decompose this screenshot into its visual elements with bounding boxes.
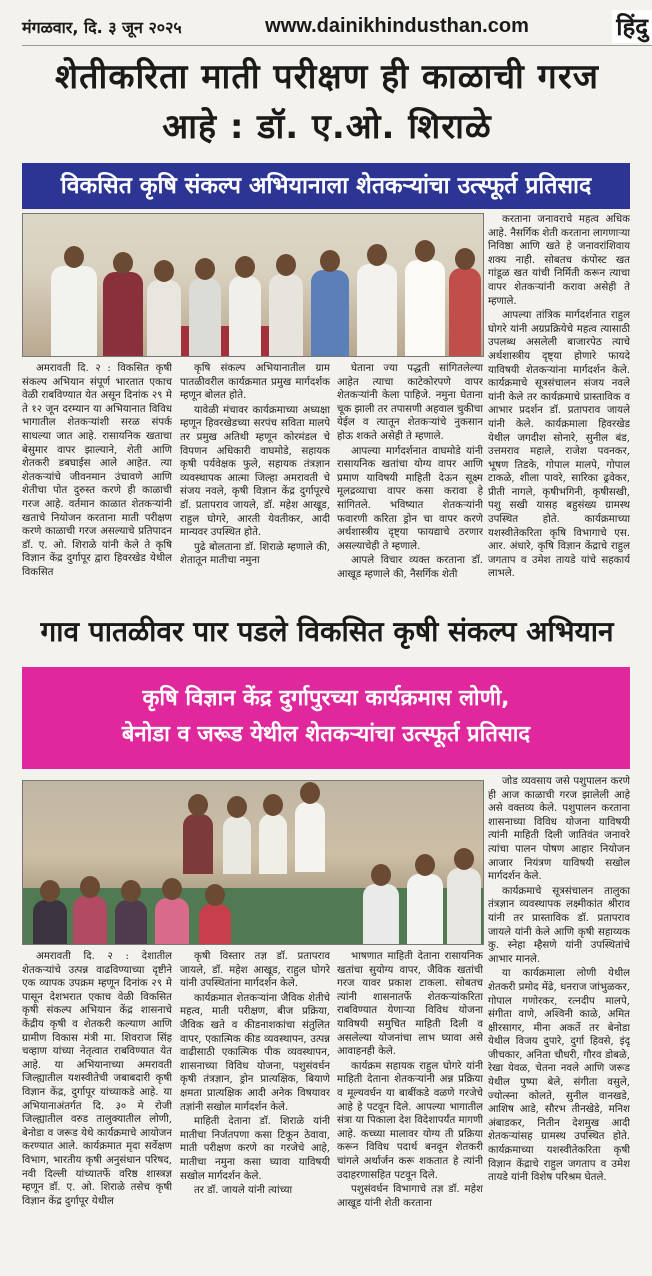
story2-column-1: अमरावती दि. २ : देशातील शेतकऱ्यांचे उत्पन्न वाढविण्याच्या दृष्टीने एक व्यापक उपक्रम म्हणून दिनांक २९ मे पासून देशभरात एकाच वेळी विकसित कृषी संकल्प अभियान केंद्र शासनाचे केंद्रीय कृषी व शेतकरी कल्याण आणि ग्रामीण विकास मंत्री मा. शिवराज सिंह चव्हाण यांच्या नेतृत्वात राबविण्यात येत आहे. या अभियानाच्या अमरावती जिल्ह्यातील यशस्वीतेची जबाबदारी कृषी विज्ञान केंद्र, दुर्गापूर यांच्याकडे आहे. या अभियानाअंतर्गत दि. ३० मे रोजी जिल्ह्यातील वरुड तालुक्यातील लोणी, बेनोडा व जरूड येथे कार्यक्रमाचे आयोजन करण्यात आले. कार्यक्रमात मृदा सर्वेक्षण विभाग, भारतीय कृषी अनुसंधान परिषद, नवी दिल्ली यांच्यातर्फे वरिष्ठ शास्त्रज्ञ म्हणून डॉ. ए. ओ. शिराळे तसेच कृषी विज्ञान केंद्र दुर्गापूर येथील <box>22 951 172 1207</box>
masthead-bar <box>22 8 652 46</box>
issue-date: मंगळवार, दि. ३ जून २०२५ <box>22 17 182 37</box>
story1-column-1: अमरावती दि. २ : विकसित कृषी संकल्प अभियान संपूर्ण भारतात एकाच वेळी राबविण्यात येत असून दिनांक २९ मे ते १२ जून दरम्यान या अभियानात विविध भागातील शेतकऱ्यांशी सरळ संपर्क साधल्या जात आहे. रासायनिक खताचा बेसुमार वापर झाल्याने, शेती आणि शेतकरी डबघाईस आले आहेत. त्या शेतकऱ्यांचे जीवनमान उंचावणे आणि शेतीचा पोत दुरुस्त करणे ही काळाची गरज आहे. वर्तमान काळात शेतकऱ्यांनी खताचे नियोजन करताना माती परीक्षण करणे काळाची गरज असल्याचे प्रतिपादन डॉ. ए. ओ. शिराळे यांनी केले ते कृषि विज्ञान केंद्र दुर्गापूर द्वारा हिवरखेड येथील विकसित <box>22 363 172 578</box>
story1-photo <box>22 213 484 357</box>
story2-subhead-line1: कृषि विज्ञान केंद्र दुर्गापुरच्या कार्यक्रमास लोणी, <box>142 686 510 711</box>
site-url[interactable]: www.dainikhindusthan.com <box>265 15 529 37</box>
story2-column-2: कृषी विस्तार तज्ञ डॉ. प्रतापराव जायले, डॉ. महेश आखूड, राहुल घोगरे यांनी उपस्थितांना मार्गदर्शन केले. कार्यक्रमात शेतकऱ्यांना जैविक शेतीचे महत्व, माती परीक्षण, बीज प्रक्रिया, जैविक खते व कीडनाशकांचा संतुलित वापर, एकात्मिक कीड व्यवस्थापन, उत्पन्न वाढीसाठी एकात्मिक पीक व्यवस्थापन, शासनाच्या विविध योजना, पशुसंवर्धन कृषी तंत्रज्ञान, ड्रोन प्रात्यक्षिक, बियाणे क्षमता प्रात्यक्षिक आदी अनेक विषयावर तज्ञांनी सखोल मार्गदर्शन केले. माहिती देताना डॉ. शिराळे यांनी मातीचा निर्जतपणा कसा टिकून ठेवावा, माती परीक्षण करणे का गरजेचे आहे, मातीचा नमुना कसा घ्यावा याविषयी सखोल मार्गदर्शन केले. तर डॉ. जायले यांनी त्यांच्या <box>180 951 330 1197</box>
story1-headline: शेतीकरिता माती परीक्षण ही काळाची गरज आहे : डॉ. ए.ओ. शिराळे <box>55 57 599 147</box>
story2-subhead-line2: बेनोडा व जरूड येथील शेतकऱ्यांचा उत्स्फूर्त प्रतिसाद <box>121 722 531 747</box>
story2-subhead-banner <box>22 667 630 769</box>
story1-column-2: कृषि संकल्प अभियानातील ग्राम पातळीवरील कार्यक्रमात प्रमुख मार्गदर्शक म्हणून बोलत होते. यावेळी मंचावर कार्यक्रमाच्या अध्यक्षा म्हणून हिवरखेडच्या सरपंच सविता मालपे तर प्रमुख अतिथी म्हणून कोरमंडल चे विपणन अधिकारी वाघमोडे, सहायक कृषी पर्यवेक्षक फुले, सहायक तंत्रज्ञान व्यवस्थापक आत्मा जिल्हा अमरावती चे संजय नवले, कृषी विज्ञान केंद्र दुर्गापूरचे डॉ. प्रतापराव जायले, डॉ. महेश आखूड, राहुल घोगरे, आरती येवतीकर, आदी मान्यवर उपस्थित होते. पुढे बोलताना डॉ. शिराळे म्हणाले की, शेतातून मातीचा नमुना <box>180 363 330 567</box>
story1-column-3: घेताना ज्या पद्धती सांगितलेल्या आहेत त्याचा काटेकोरपणे वापर शेतकऱ्यांनी केला पाहिजे. नमुना घेताना चूक झाली तर तपासणी अहवाल चुकीचा येईल व त्यातून शेतकऱ्यांचे नुकसान होऊ शकते असेही ते म्हणाले. आपल्या मार्गदर्शनात वाघमोडे यांनी रासायनिक खतांचा योग्य वापर आणि प्रमाण याविषयी माहिती देऊन सूक्ष्म मूलद्रव्याचा वापर कसा करावा हे सांगितले. भविष्यात शेतकऱ्यांनी फवारणी करिता ड्रोन चा वापर करणे अर्थशास्त्रीय दृष्ट्या फायद्याचे ठरणार असल्याचेही ते म्हणाले. आपले विचार व्यक्त करताना डॉ. आखूड म्हणाले की, नैसर्गिक शेती <box>337 363 483 580</box>
story2-photo <box>22 780 484 945</box>
newspaper-logo: हिंदु <box>612 10 652 43</box>
story2-column-right: जोड व्यवसाय जसे पशुपालन करणे ही आज काळाची गरज झालेली आहे असे वक्तव्य केले. पशुपालन करताना शासनाच्या विविध योजना याविषयी त्यांनी माहिती दिली जातिवंत जनावरे त्यांचा पालन पोषण आहार नियोजन आजार नियंत्रण याविषयी सखोल मार्गदर्शन केले. कार्यक्रमाचे सूत्रसंचालन तालुका तंत्रज्ञान व्यवस्थापक लक्ष्मीकांत श्रीराव यांनी तर प्रास्ताविक डॉ. प्रतापराव जायले यांनी केले आणि कृषी सहाय्यक कु. स्नेहा म्हैसणे यांनी उपस्थितांचे आभार मानले. या कार्यक्रमाला लोणी येथील शेतकरी प्रमोद मेंढे, धनराज जांभुळकर, गोपाल गणोरकर, रत्नदीप मालपे, संगीता वाणे, अश्विनी काळे, अमित क्षीरसागर, मीना अकर्ते तर बेनोडा येथील विजय दुपारे, दुर्गा हिवसे, इंदू जीचकार, अनिता चौधरी, गौरव डोबळे, रेखा येवळ, चेतना नवले आणि जरूड येथील पुष्पा बेले, संगीता वसुले, ज्योत्स्ना कोलते, सुनील वानखडे, आशिष आडे, सौरभ तीनखेडे, मनिश अंबाडकर, नितीन देशमुख आदी शेतकऱ्यांसह ग्रामस्थ उपस्थित होते. कार्यक्रमाच्या यशस्वीतेकरिता कृषी विज्ञान केंद्राचे राहुल जगताप व उमेश तायडे यांनी विशेष परिश्रम घेतले. <box>488 776 630 1184</box>
story2-column-3: भाषणात माहिती देताना रासायनिक खतांचा सुयोग्य वापर, जैविक खतांची गरज यावर प्रकाश टाकला. सोबतच त्यांनी शासनातर्फे शेतकऱ्यांकरिता राबविण्यात येणाऱ्या विविध योजना याविषयी समुचित माहिती दिली व असलेल्या योजनांचा लाभ घ्यावा असे आवाहनही केले. कार्यक्रम सहायक राहुल घोगरे यांनी माहिती देताना शेतकऱ्यांनी अन्न प्रक्रिया व मूल्यवर्धन या बाबींकडे वळणे गरजेचे आहे हे पटवून दिले. आपल्या भागातील संत्रा या पिकाला देश विदेशापर्यंत मागणी आहे. कच्च्या मालावर योग्य ती प्रक्रिया करून विविध पदार्थ बनवून शेतकरी चांगले अर्थार्जन करू शकतात हे त्यांनी उदाहरणासहित पटवून दिले. पशुसंवर्धन विभागाचे तज्ञ डॉ. महेश आखूड यांनी शेती करताना <box>337 951 483 1209</box>
story1-column-right: करताना जनावराचे महत्व अधिक आहे. नैसर्गिक शेती करताना लागणाऱ्या निविष्ठा आणि खते हे जनावरांशिवाय शक्य नाही. सोबतच कंपोस्ट खत गांडूळ खत यांची निर्मिती करून त्याचा वापर शेतकऱ्यांनी करावा असेही ते म्हणाले. आपल्या तांत्रिक मार्गदर्शनात राहुल घोगरे यांनी अग्रप्रक्रियेचे महत्व त्यासाठी उपलब्ध असलेली बाजारपेठ त्याचे अर्थशास्त्रीय दृष्ट्या होणारे फायदे याविषयी शेतकऱ्यांना मार्गदर्शन केले. कार्यक्रमाचे सूत्रसंचालन संजय नवले यांनी केले तर कार्यक्रमाचे प्रास्ताविक व आभार प्रदर्शन डॉ. प्रतापराव जायले यांनी केले. कार्यक्रमाला हिवरखेड येथील जगदीश सोनारे, सुनील बंड, उत्तमराव महाले, राजेश पवनकर, भूषण तिडके, गोपाल मालपे, गोपाल टाकळे, शीला पावरे, सारिका ढ्रवेकर, प्रीती नागले, कृषीभगिनी, कृषीसखी, पशु सखी यासह बहुसंख्य ग्रामस्थ उपस्थित होते. कार्यक्रमाच्या यशस्वीतेकरिता कृषि विभागाचे एस. आर. अंधारे, कृषि विज्ञान केंद्राचे राहुल जगताप व उमेश तायडे यांचे सहकार्य लाभले. <box>488 214 630 580</box>
story1-subhead-banner: विकसित कृषि संकल्प अभियानाला शेतकऱ्यांचा उत्स्फूर्त प्रतिसाद <box>22 163 630 209</box>
story2-headline: गाव पातळीवर पार पडले विकसित कृषी संकल्प अभियान <box>40 615 614 648</box>
